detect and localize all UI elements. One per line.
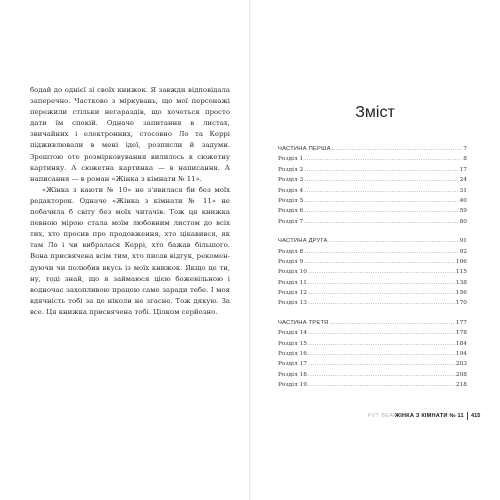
toc-entry-label: Розділ 3	[278, 177, 304, 184]
body-text	[30, 85, 230, 318]
toc-chapter-row	[278, 219, 467, 229]
toc-entry-label: Розділ 5	[278, 197, 304, 204]
toc-part-row	[278, 238, 467, 248]
toc-leader-dots	[308, 330, 455, 336]
toc-group	[278, 238, 467, 311]
toc-leader-dots	[308, 361, 455, 367]
toc-entry-label: Розділ 11	[278, 279, 307, 286]
toc-leader-dots	[304, 208, 458, 214]
toc-chapter-row	[278, 167, 467, 177]
toc-chapter-row	[278, 330, 467, 340]
toc-leader-dots	[304, 219, 458, 225]
page-number: 415	[471, 413, 481, 419]
toc-entry-page: 17	[459, 166, 467, 173]
toc-leader-dots	[304, 156, 462, 162]
running-head	[250, 412, 500, 422]
toc-entry-page: 156	[455, 290, 467, 297]
toc-chapter-row	[278, 188, 467, 198]
toc-leader-dots	[308, 269, 455, 275]
toc-entry-label: ЧАСТИНА ТРЕТЯ	[278, 319, 329, 326]
toc-entry-page: 7	[463, 146, 467, 152]
toc-entry-label: ЧАСТИНА ПЕРША	[278, 146, 331, 152]
toc-entry-page: 106	[455, 258, 467, 265]
toc-chapter-row	[278, 280, 467, 290]
toc-entry-page: 177	[455, 319, 467, 326]
toc-entry-label: Розділ 1	[278, 156, 304, 163]
toc-entry-label: Розділ 13	[278, 300, 307, 307]
toc-part-row	[278, 146, 467, 156]
toc-chapter-row	[278, 177, 467, 187]
toc-entry-label: ЧАСТИНА ДРУГА	[278, 238, 328, 245]
running-head-divider	[467, 412, 468, 420]
toc-chapter-row	[278, 249, 467, 259]
toc-leader-dots	[332, 146, 463, 152]
toc-entry-label: Розділ 15	[278, 340, 307, 347]
toc-entry-label: Розділ 19	[278, 382, 307, 389]
toc-leader-dots	[304, 167, 458, 173]
toc-chapter-row	[278, 382, 467, 392]
toc-leader-dots	[308, 351, 455, 357]
toc-leader-dots	[304, 177, 458, 183]
table-of-contents	[278, 146, 467, 402]
toc-entry-page: 218	[455, 382, 467, 389]
toc-leader-dots	[308, 382, 455, 388]
toc-entry-label: Розділ 14	[278, 330, 307, 337]
toc-leader-dots	[304, 249, 458, 255]
toc-entry-page: 40	[459, 197, 467, 204]
toc-chapter-row	[278, 300, 467, 310]
toc-entry-label: Розділ 4	[278, 187, 304, 194]
toc-chapter-row	[278, 361, 467, 371]
toc-entry-label: Розділ 10	[278, 269, 307, 276]
paragraph: «Жінка з каюти № 10» не з'явилася би без моїх редакторок. Одначе «Жінка з кімнати № 11» не побачила б світу без моїх читачів. Тож ця книжка певною мірою стала моїм любовним листом до всіх тих, хто просив про продовження, хто цікавився, як там Ло і чи вибралася Керрі, хто бажав більшого. Вона присвячена всім тим, хто писав відгук, рекомендуючи чи полюбив вкусь із моїх книжок. Якщо це ти, ну, тоді знай, що я займаюся цією божевільною і водночас захопливою працею саме заради тебе. І моя вдячність тобі за це ніколи не згасне. Тож дякую. За все. Ця книжка присвячена тобі. Цілком серйозно.	[30, 185, 230, 316]
toc-chapter-row	[278, 156, 467, 166]
toc-entry-page: 92	[459, 248, 467, 255]
toc-chapter-row	[278, 372, 467, 382]
toc-entry-page: 8	[463, 156, 467, 163]
toc-leader-dots	[308, 280, 455, 286]
toc-entry-label: Розділ 18	[278, 371, 307, 378]
toc-group	[278, 146, 467, 229]
toc-leader-dots	[304, 198, 458, 204]
toc-entry-page: 184	[455, 340, 467, 347]
toc-chapter-row	[278, 208, 467, 218]
toc-entry-page: 194	[455, 351, 467, 358]
toc-entry-label: Розділ 8	[278, 248, 304, 255]
toc-entry-page: 31	[459, 187, 467, 194]
toc-title: Зміст	[355, 104, 395, 121]
toc-part-row	[278, 320, 467, 330]
toc-chapter-row	[278, 351, 467, 361]
toc-leader-dots	[329, 320, 454, 326]
toc-chapter-row	[278, 341, 467, 351]
running-head-title: ЖІНКА З КІМНАТИ № 11	[395, 413, 464, 419]
toc-leader-dots	[308, 300, 455, 306]
toc-leader-dots	[329, 238, 459, 244]
toc-leader-dots	[308, 290, 455, 296]
toc-chapter-row	[278, 269, 467, 279]
toc-entry-page: 138	[455, 279, 467, 286]
toc-entry-label: Розділ 9	[278, 258, 304, 265]
toc-chapter-row	[278, 198, 467, 208]
toc-entry-label: Розділ 17	[278, 361, 307, 368]
toc-entry-label: Розділ 7	[278, 218, 304, 225]
toc-entry-page: 91	[459, 238, 467, 245]
toc-entry-page: 24	[459, 177, 467, 184]
toc-entry-page: 178	[455, 330, 467, 337]
toc-chapter-row	[278, 290, 467, 300]
toc-entry-page: 170	[455, 300, 467, 307]
toc-entry-label: Розділ 16	[278, 351, 307, 358]
toc-leader-dots	[304, 259, 455, 265]
toc-entry-label: Розділ 2	[278, 166, 304, 173]
toc-entry-page: 80	[459, 218, 467, 225]
running-head-author: РУТ ВЕАР	[368, 413, 398, 419]
right-page	[250, 0, 500, 500]
toc-leader-dots	[308, 341, 455, 347]
toc-leader-dots	[304, 188, 458, 194]
toc-chapter-row	[278, 259, 467, 269]
toc-entry-page: 208	[455, 371, 467, 378]
toc-entry-page: 203	[455, 361, 467, 368]
toc-group	[278, 320, 467, 393]
toc-entry-page: 59	[459, 208, 467, 215]
toc-leader-dots	[308, 372, 455, 378]
toc-entry-page: 115	[455, 269, 467, 276]
toc-entry-label: Розділ 6	[278, 208, 304, 215]
paragraph: бодай до однієї зі своїх книжок. Я завжди відповідала заперечно. Частково з міркувань, що мої персонажі пережили стільки негараздів, що хочеться просто дати їм спокій. Одначе запитання в листах, звичайних і електронних, стосовно Ло та Керрі підживлювали в мені ідеї, розписли й задуми. Зрештою оте розмірковування вилилось в сюжетну картинку. А сюжетна картинка — в написання. А написання — в роман «Жінка з кімнати № 11».	[30, 86, 230, 183]
toc-entry-label: Розділ 12	[278, 290, 307, 297]
